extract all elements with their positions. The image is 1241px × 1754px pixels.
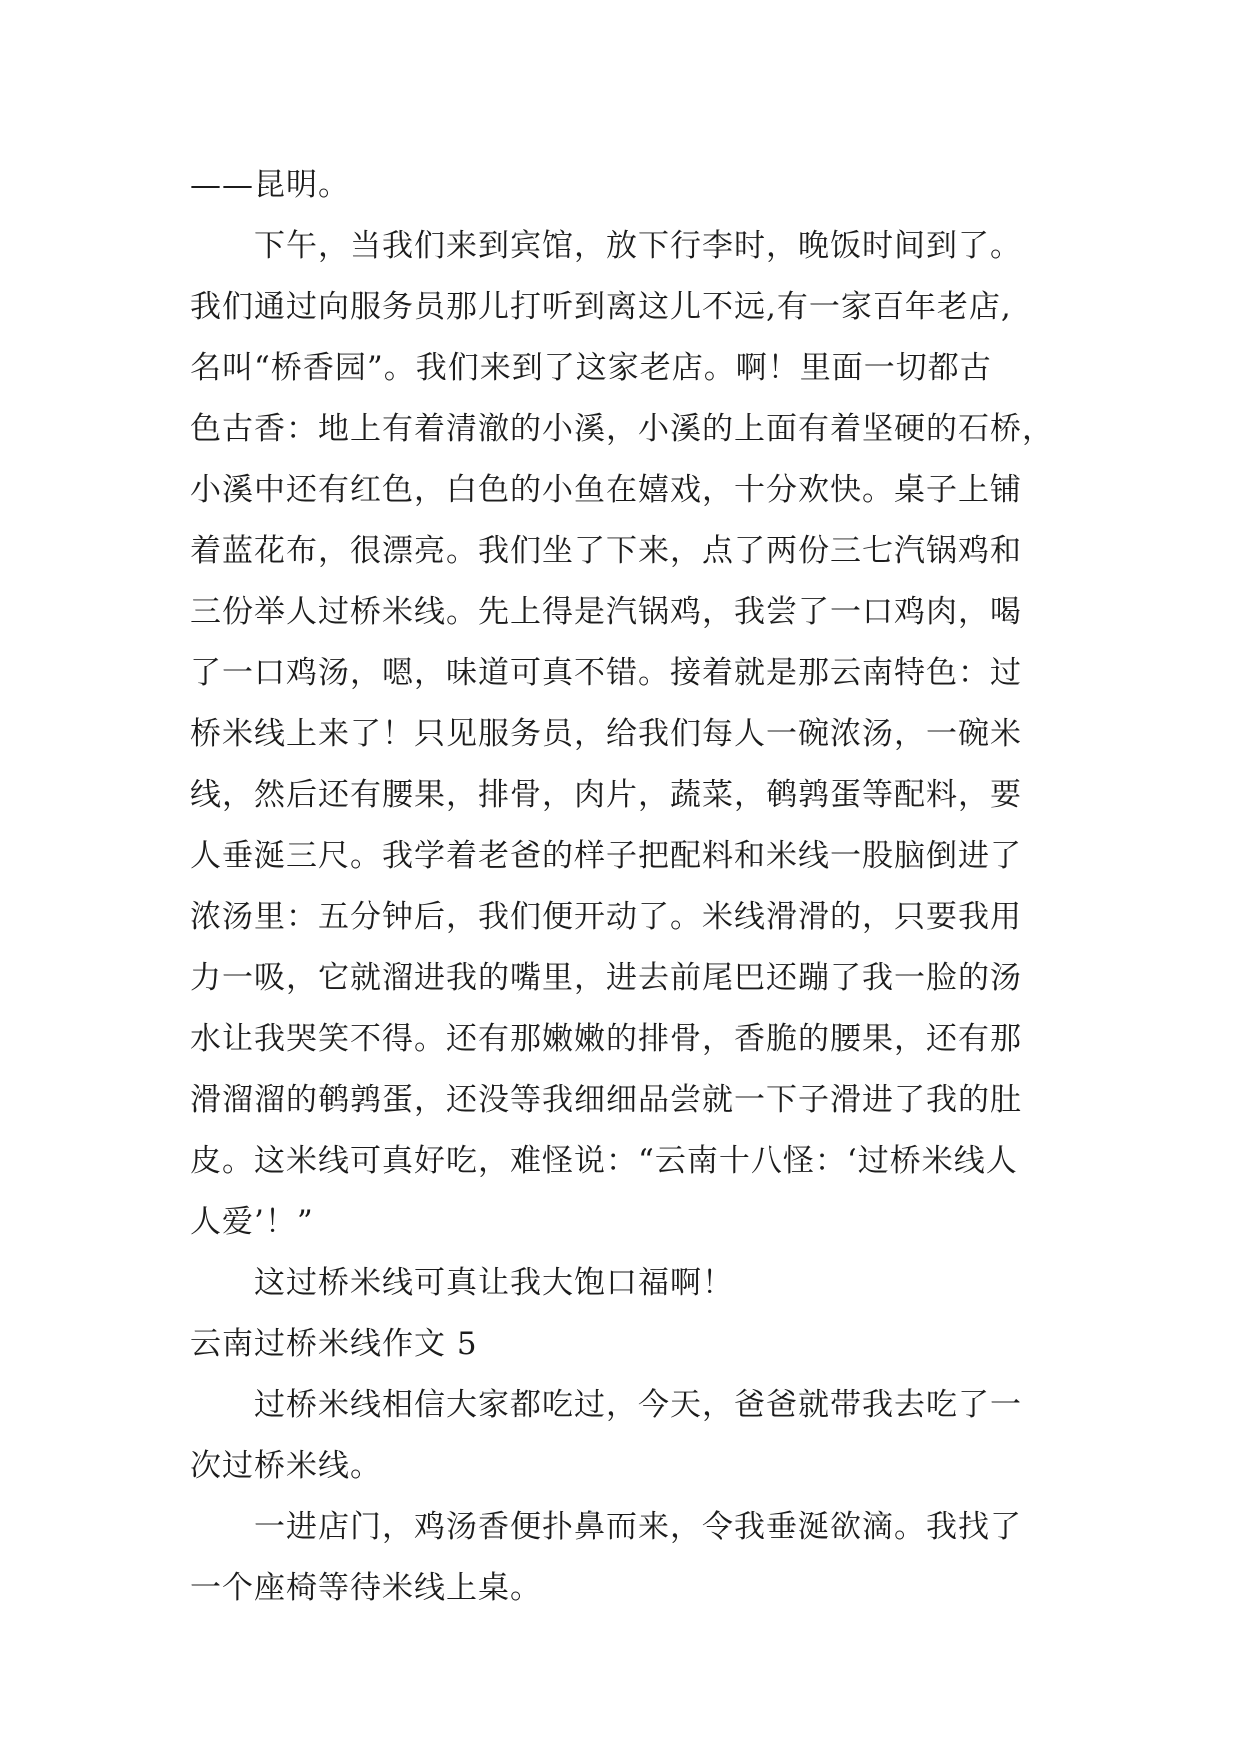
paragraph-start-line: 这过桥米线可真让我大饱口福啊！ xyxy=(254,1265,734,1301)
text-line: 人垂涎三尺。我学着老爸的样子把配料和米线一股脑倒进了 xyxy=(190,838,1022,874)
paragraph-start-line: 一进店门，鸡汤香便扑鼻而来，令我垂涎欲滴。我找了 xyxy=(254,1509,1022,1545)
paragraph-start-line: 下午，当我们来到宾馆，放下行李时，晚饭时间到了。 xyxy=(254,228,1022,264)
text-line: 滑溜溜的鹌鹑蛋，还没等我细细品尝就一下子滑进了我的肚 xyxy=(190,1082,1022,1118)
text-line: 桥米线上来了！只见服务员，给我们每人一碗浓汤，一碗米 xyxy=(190,716,1022,752)
paragraph-start-line: 过桥米线相信大家都吃过，今天，爸爸就带我去吃了一 xyxy=(254,1387,1022,1423)
text-line: 色古香：地上有着清澈的小溪，小溪的上面有着坚硬的石桥， xyxy=(190,411,1054,447)
text-line: 皮。这米线可真好吃，难怪说：“云南十八怪：‘过桥米线人 xyxy=(190,1143,1018,1179)
text-line: 水让我哭笑不得。还有那嫩嫩的排骨，香脆的腰果，还有那 xyxy=(190,1021,1022,1057)
text-line: 线，然后还有腰果，排骨，肉片，蔬菜，鹌鹑蛋等配料，要 xyxy=(190,777,1022,813)
text-line: 浓汤里：五分钟后，我们便开动了。米线滑滑的，只要我用 xyxy=(190,899,1022,935)
text-line: 人爱’！” xyxy=(190,1204,314,1240)
text-line: 三份举人过桥米线。先上得是汽锅鸡，我尝了一口鸡肉，喝 xyxy=(190,594,1022,630)
text-line: 一个座椅等待米线上桌。 xyxy=(190,1570,542,1606)
section-heading: 云南过桥米线作文 5 xyxy=(190,1326,478,1362)
text-line: 力一吸，它就溜进我的嘴里，进去前尾巴还蹦了我一脸的汤 xyxy=(190,960,1022,996)
text-line: 名叫“桥香园”。我们来到了这家老店。啊！里面一切都古 xyxy=(190,350,992,386)
text-line: 次过桥米线。 xyxy=(190,1448,382,1484)
text-line: 我们通过向服务员那儿打听到离这儿不远,有一家百年老店, xyxy=(190,289,1012,325)
text-line: 小溪中还有红色，白色的小鱼在嬉戏，十分欢快。桌子上铺 xyxy=(190,472,1022,508)
document-body xyxy=(190,155,1090,1619)
text-line: ——昆明。 xyxy=(190,167,350,203)
text-line: 了一口鸡汤，嗯，味道可真不错。接着就是那云南特色：过 xyxy=(190,655,1022,691)
text-line: 着蓝花布，很漂亮。我们坐了下来，点了两份三七汽锅鸡和 xyxy=(190,533,1022,569)
